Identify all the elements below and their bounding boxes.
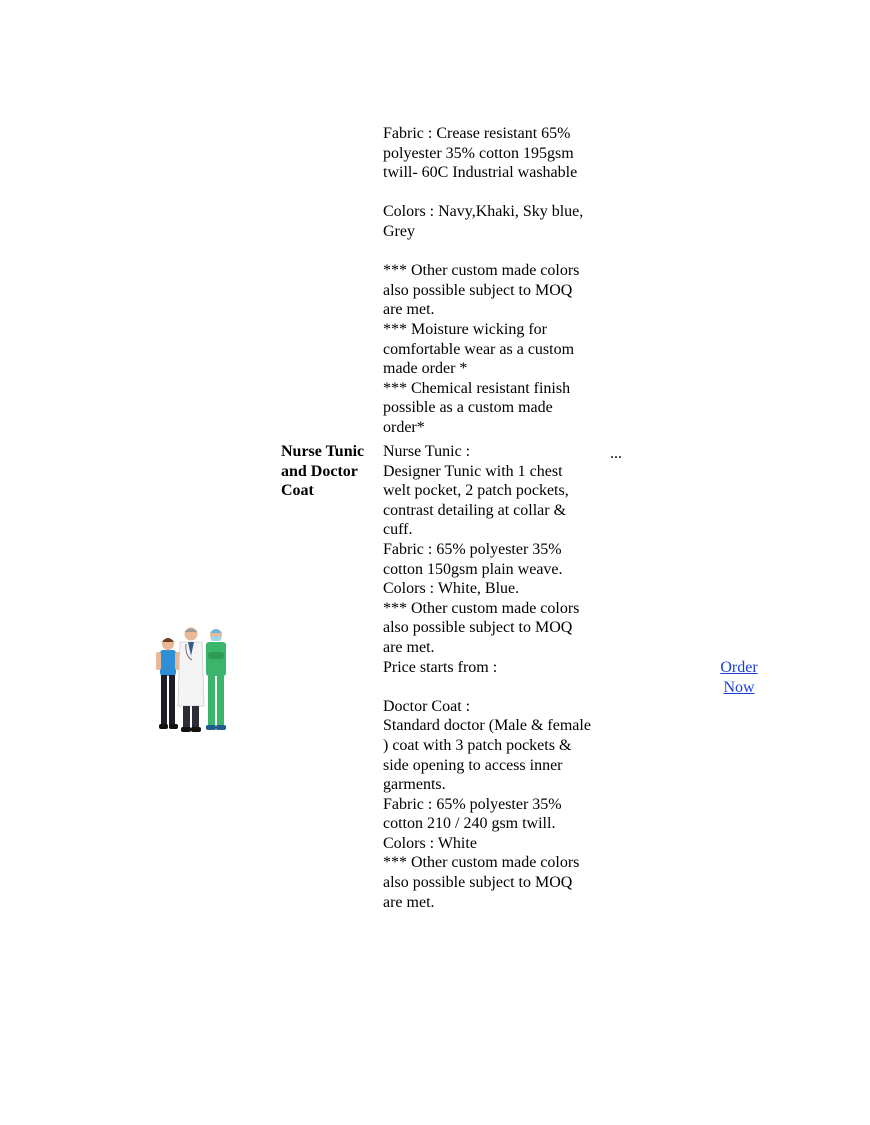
tunic-line: also possible subject to MOQ	[383, 619, 573, 637]
note-line: possible as a custom made	[383, 399, 553, 417]
note-line: *** Moisture wicking for	[383, 320, 547, 338]
coat-line: Fabric : 65% polyester 35%	[383, 795, 562, 813]
coat-line: are met.	[383, 893, 435, 911]
coat-line: ) coat with 3 patch pockets &	[383, 736, 572, 754]
product-description	[383, 442, 608, 912]
colors-line: Colors : Navy,Khaki, Sky blue,	[383, 203, 584, 221]
coat-line: Colors : White	[383, 834, 477, 852]
fabric-line: polyester 35% cotton 195gsm	[383, 144, 574, 162]
note-line: *** Other custom made colors	[383, 262, 580, 280]
product-name-line: Coat	[281, 482, 314, 500]
tunic-line: *** Other custom made colors	[383, 599, 580, 617]
top-product-description	[383, 124, 608, 438]
order-link-line: Order	[720, 659, 758, 676]
note-line: made order *	[383, 360, 468, 378]
medical-staff-image	[148, 622, 238, 740]
tunic-line: Nurse Tunic :	[383, 443, 471, 460]
coat-line: garments.	[383, 776, 446, 794]
tunic-line: cotton 150gsm plain weave.	[383, 560, 563, 578]
tunic-line: Fabric : 65% polyester 35%	[383, 540, 562, 558]
surgeon-figure	[206, 629, 226, 730]
tunic-line: Colors : White, Blue.	[383, 580, 520, 598]
price-line: Price starts from :	[383, 658, 498, 676]
tunic-line: are met.	[383, 638, 435, 656]
note-line: *** Chemical resistant finish	[383, 379, 571, 397]
nurse-figure	[156, 638, 180, 729]
price-ellipsis: ...	[610, 445, 622, 462]
tunic-line: cuff.	[383, 521, 413, 539]
product-name	[281, 442, 376, 501]
coat-line: also possible subject to MOQ	[383, 874, 573, 892]
fabric-line: twill- 60C Industrial washable	[383, 164, 578, 182]
order-now-cell	[712, 658, 766, 697]
coat-line: Standard doctor (Male & female	[383, 717, 591, 735]
product-name-line: and Doctor	[281, 462, 358, 480]
order-link-line: Now	[723, 678, 755, 696]
coat-line: *** Other custom made colors	[383, 854, 580, 872]
tunic-line: Designer Tunic with 1 chest	[383, 462, 563, 480]
coat-line: cotton 210 / 240 gsm twill.	[383, 815, 556, 833]
coat-line: Doctor Coat :	[383, 697, 471, 715]
note-line: comfortable wear as a custom	[383, 340, 575, 358]
fabric-line: Fabric : Crease resistant 65%	[383, 125, 571, 142]
note-line: order*	[383, 418, 425, 436]
tunic-line: welt pocket, 2 patch pockets,	[383, 482, 569, 500]
tunic-line: contrast detailing at collar &	[383, 501, 567, 519]
colors-line: Grey	[383, 222, 415, 240]
doctor-figure	[178, 628, 204, 733]
note-line: are met.	[383, 301, 435, 319]
product-name-line: Nurse Tunic	[281, 443, 365, 460]
coat-line: side opening to access inner	[383, 756, 563, 774]
order-now-link[interactable]	[712, 658, 766, 697]
note-line: also possible subject to MOQ	[383, 281, 573, 299]
